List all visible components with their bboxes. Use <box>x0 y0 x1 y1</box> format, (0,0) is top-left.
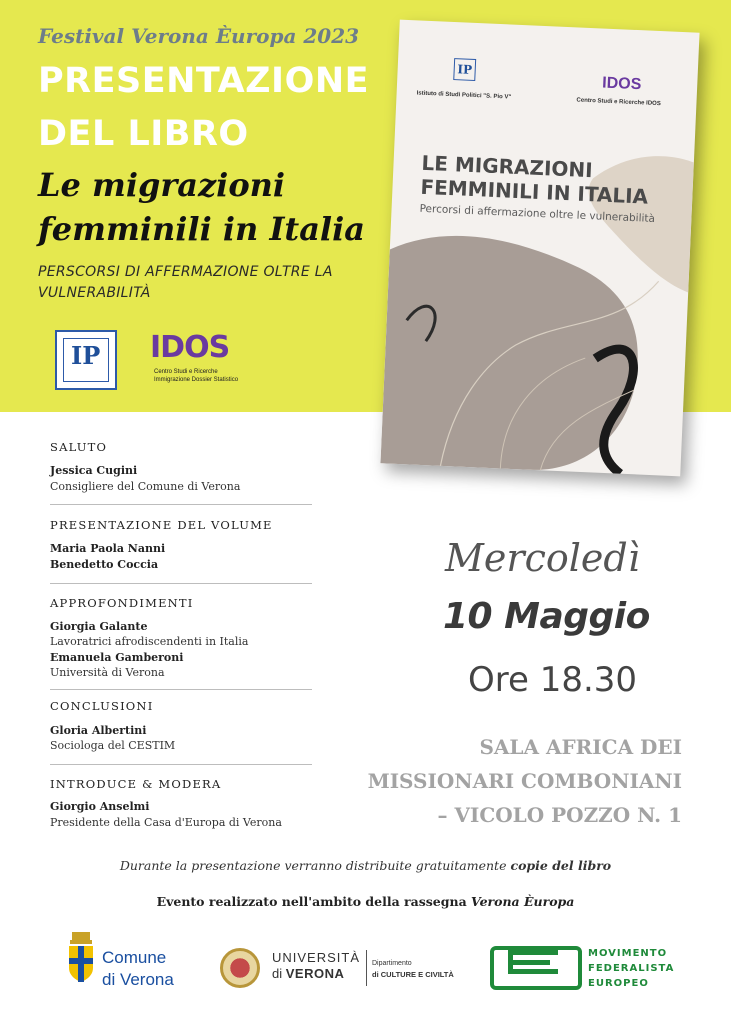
divider <box>50 764 312 765</box>
context-note <box>0 894 731 909</box>
section-heading-modera: INTRODUCE & MODERA <box>50 777 222 791</box>
presentation-heading <box>38 55 369 161</box>
idos-logo <box>150 330 239 388</box>
speaker-role: Presidente della Casa d'Europa di Verona <box>50 816 282 829</box>
book-title-line-2: femminili in Italia <box>38 210 365 248</box>
isp-logo <box>55 330 117 390</box>
speaker-name: Giorgia Galante <box>50 620 148 633</box>
book-cover-title-line-2: FEMMINILI IN ITALIA <box>420 174 649 209</box>
section-heading-approfondimenti: APPROFONDIMENTI <box>50 596 194 610</box>
verona-crest-icon <box>66 932 96 994</box>
event-date: 10 Maggio <box>443 596 650 637</box>
speaker-role: Consigliere del Comune di Verona <box>50 480 241 493</box>
distribution-note-emphasis: copie del libro <box>510 858 612 873</box>
divider <box>50 583 312 584</box>
event-time: Ore 18.30 <box>468 660 638 700</box>
divider <box>50 689 312 690</box>
comune-label-line-2: di Verona <box>102 970 174 989</box>
book-cover-title <box>420 151 650 209</box>
book-isp-logo: IP <box>453 58 476 81</box>
idos-logo-caption <box>154 368 238 384</box>
event-venue <box>340 730 682 832</box>
university-seal-icon <box>220 948 260 988</box>
comune-label-line-1: Comune <box>102 948 167 967</box>
speaker-name: Benedetto Coccia <box>50 558 159 571</box>
mfe-e-bar <box>508 960 550 965</box>
book-cover <box>380 20 699 477</box>
section-heading-conclusioni: CONCLUSIONI <box>50 699 154 713</box>
book-idos-logo: IDOS <box>601 74 642 94</box>
university-divider <box>366 950 367 986</box>
mfe-label-line-1: MOVIMENTO <box>588 948 668 959</box>
section-heading-presentazione: PRESENTAZIONE DEL VOLUME <box>50 518 273 532</box>
speaker-role: Lavoratrici afrodiscendenti in Italia <box>50 635 249 648</box>
university-label-line-2 <box>272 966 344 981</box>
university-label-prefix: di <box>272 966 286 981</box>
mfe-logo <box>490 944 690 992</box>
venue-line-1: SALA AFRICA DEI <box>479 735 682 759</box>
context-note-emphasis: Verona Èuropa <box>471 894 575 909</box>
divider <box>50 504 312 505</box>
mfe-label-line-2: FEDERALISTA <box>588 963 675 974</box>
book-cover-art <box>380 20 699 477</box>
speaker-name: Jessica Cugini <box>50 464 138 477</box>
speaker-name: Emanuela Gamberoni <box>50 651 184 664</box>
event-day: Mercoledì <box>445 536 640 580</box>
venue-line-3: – VICOLO POZZO N. 1 <box>437 803 682 827</box>
distribution-note-text: Durante la presentazione verranno distribuite gratuitamente <box>119 858 511 873</box>
idos-caption-line-2: Immigrazione Dossier Statistico <box>154 377 239 383</box>
universita-verona-logo <box>220 944 465 992</box>
speaker-name: Gloria Albertini <box>50 724 147 737</box>
book-cover-title-line-1: LE MIGRAZIONI <box>421 150 594 183</box>
isp-logo-mark: IP <box>71 341 101 370</box>
idos-caption-line-1: Centro Studi e Ricerche <box>154 369 218 375</box>
speaker-role: Università di Verona <box>50 666 165 679</box>
speaker-name: Giorgio Anselmi <box>50 800 150 813</box>
distribution-note <box>0 858 731 873</box>
department-label-line-1: Dipartimento <box>372 960 412 967</box>
book-title-line-1: Le migrazioni <box>38 166 286 204</box>
speaker-name: Maria Paola Nanni <box>50 542 166 555</box>
mfe-label-line-3: EUROPEO <box>588 978 649 989</box>
presentation-line-1: PRESENTAZIONE <box>38 61 370 101</box>
venue-line-2: MISSIONARI COMBONIANI <box>367 769 682 793</box>
book-title <box>38 163 365 251</box>
book-subtitle: PERSCORSI DI AFFERMAZIONE OLTRE LA VULNERABILITÀ <box>38 264 333 301</box>
book-cover-subtitle: Percorsi di affermazione oltre le vulnerabilità <box>419 202 656 225</box>
presentation-line-2: DEL LIBRO <box>38 114 249 154</box>
context-note-text: Evento realizzato nell'ambito della rassegna <box>156 894 472 909</box>
speaker-role: Sociologa del CESTIM <box>50 739 176 752</box>
comune-verona-logo <box>64 932 204 994</box>
idos-logo-letters: IDOS <box>150 330 230 365</box>
university-label-line-1: UNIVERSITÀ <box>272 950 361 965</box>
university-label-name: VERONA <box>285 966 345 981</box>
section-heading-saluto: SALUTO <box>50 440 108 454</box>
book-publisher-left: Istituto di Studi Politici "S. Pio V" <box>416 90 512 101</box>
book-publisher-right: Centro Studi e Ricerche IDOS <box>576 97 661 108</box>
festival-label: Festival Verona Èuropa 2023 <box>38 24 360 48</box>
department-label-line-2: di CULTURE E CIVILTÀ <box>372 970 454 979</box>
